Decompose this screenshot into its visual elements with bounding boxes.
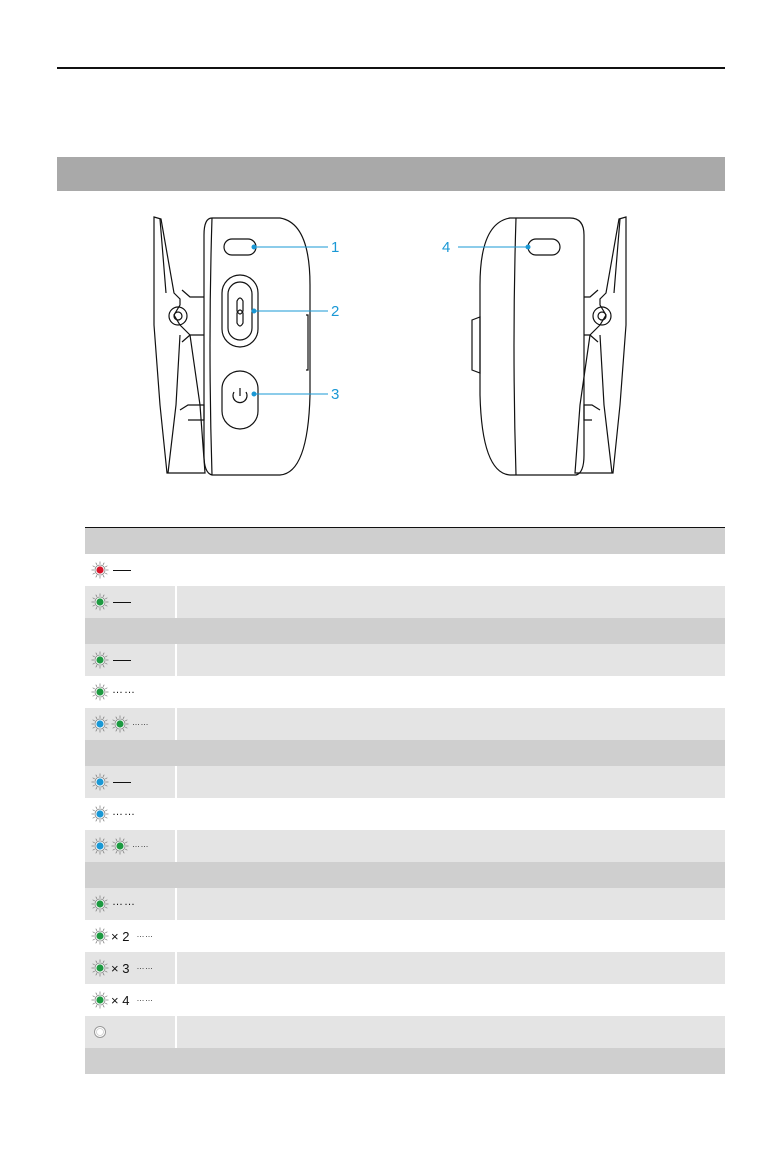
top-rule xyxy=(57,67,725,69)
led-description-cell xyxy=(176,586,725,618)
blink-pattern-icon: …… xyxy=(112,683,136,696)
table-section-header xyxy=(85,618,725,644)
table-row xyxy=(85,888,725,920)
blink-count: × 3 xyxy=(111,960,130,976)
led-description-cell xyxy=(176,984,725,1016)
led-indicator-cell xyxy=(85,1016,176,1048)
off-led-icon xyxy=(91,1023,109,1041)
table-row xyxy=(85,676,725,708)
led-description-cell xyxy=(176,766,725,798)
led-description-cell xyxy=(176,1016,725,1048)
solid-pattern-icon xyxy=(113,782,131,783)
table-row xyxy=(85,1016,725,1048)
red-led-icon xyxy=(91,561,109,579)
callout-3: 3 xyxy=(331,386,340,403)
table-row xyxy=(85,586,725,618)
table-row xyxy=(85,554,725,586)
led-indicator-cell xyxy=(85,952,176,984)
blink-pattern-icon: …… xyxy=(112,895,136,908)
green-led-icon xyxy=(91,895,109,913)
led-indicator-cell xyxy=(85,798,176,830)
right-device-body xyxy=(480,218,584,475)
table-row xyxy=(85,766,725,798)
led-indicator-cell xyxy=(85,676,176,708)
blink-pattern-icon: …… xyxy=(132,840,149,849)
green-led-icon xyxy=(91,959,109,977)
table-section-header xyxy=(85,740,725,766)
section-title-bar xyxy=(57,157,725,191)
table-row xyxy=(85,798,725,830)
led-description-cell xyxy=(176,644,725,676)
led-description-cell xyxy=(176,830,725,862)
blink-pattern-icon: …… xyxy=(136,994,154,1003)
green-led-icon xyxy=(91,927,109,945)
table-section-header xyxy=(85,862,725,888)
table-section-header xyxy=(85,1048,725,1074)
table-row xyxy=(85,644,725,676)
green-led-icon xyxy=(91,651,109,669)
green-led-icon xyxy=(91,593,109,611)
led-indicator-cell xyxy=(85,644,176,676)
power-button xyxy=(222,371,258,429)
callout-1: 1 xyxy=(331,239,340,256)
solid-pattern-icon xyxy=(113,602,131,603)
solid-pattern-icon xyxy=(113,570,131,571)
callout-4: 4 xyxy=(442,239,451,256)
led-status-table xyxy=(85,527,725,1074)
green-led-icon xyxy=(91,683,109,701)
status-led-1 xyxy=(224,239,256,255)
led-description-cell xyxy=(176,888,725,920)
table-row xyxy=(85,920,725,952)
status-led-4 xyxy=(528,239,560,255)
blue-led-icon xyxy=(91,837,109,855)
led-description-cell xyxy=(176,952,725,984)
led-indicator-cell xyxy=(85,830,176,862)
solid-pattern-icon xyxy=(113,660,131,661)
blink-count: × 4 xyxy=(111,992,130,1008)
blink-pattern-icon: …… xyxy=(112,805,136,818)
table-row xyxy=(85,830,725,862)
led-description-cell xyxy=(176,676,725,708)
left-device-body xyxy=(204,218,310,475)
led-description-cell xyxy=(176,554,725,586)
blue-led-icon xyxy=(91,805,109,823)
led-indicator-cell xyxy=(85,984,176,1016)
led-indicator-cell xyxy=(85,554,176,586)
led-indicator-cell xyxy=(85,586,176,618)
green-led-icon xyxy=(91,991,109,1009)
table-row xyxy=(85,708,725,740)
blink-count: × 2 xyxy=(111,928,130,944)
blink-pattern-icon: …… xyxy=(132,718,149,727)
blink-pattern-icon: …… xyxy=(136,962,154,971)
device-figure xyxy=(130,205,650,505)
led-indicator-cell xyxy=(85,708,176,740)
blue-led-icon xyxy=(91,773,109,791)
table-row xyxy=(85,984,725,1016)
led-description-cell xyxy=(176,708,725,740)
led-indicator-cell xyxy=(85,888,176,920)
led-indicator-cell xyxy=(85,766,176,798)
blue-led-icon xyxy=(91,715,109,733)
callout-2: 2 xyxy=(331,303,340,320)
green-led-icon xyxy=(111,715,129,733)
led-indicator-cell xyxy=(85,920,176,952)
blink-pattern-icon: …… xyxy=(136,930,154,939)
green-led-icon xyxy=(111,837,129,855)
led-description-cell xyxy=(176,920,725,952)
table-section-header xyxy=(85,528,725,555)
led-description-cell xyxy=(176,798,725,830)
table-row xyxy=(85,952,725,984)
